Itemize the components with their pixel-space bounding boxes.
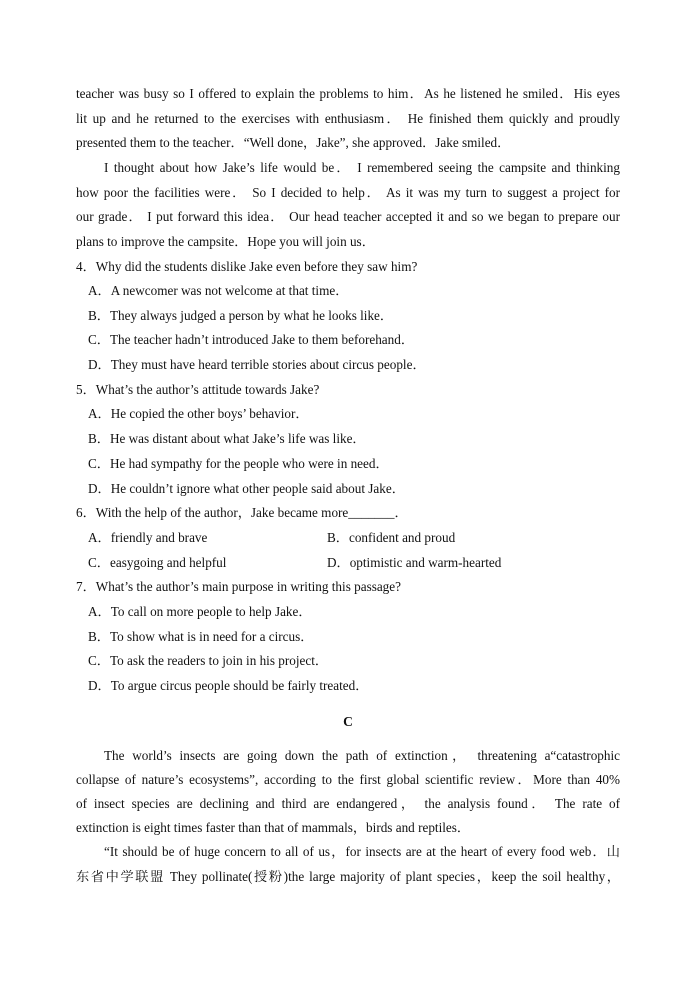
passage-line: teacher was busy so I offered to explain the problems to him．As he listened he smiled．His eyes	[76, 86, 620, 101]
passage-line: I thought about how Jake’s life would be． I remembered seeing the campsite and thinking	[104, 160, 620, 175]
answer-option: D．They must have heard terrible stories about circus people．	[88, 357, 426, 372]
answer-option: A．friendly and brave	[88, 530, 208, 545]
answer-option: B．He was distant about what Jake’s life was like．	[88, 431, 366, 446]
answer-option: D．To argue circus people should be fairly treated．	[88, 678, 369, 693]
passage-line: how poor the facilities were． So I decided to help． As it was my turn to suggest a project for	[76, 185, 620, 200]
answer-option: B．To show what is in need for a circus．	[88, 629, 314, 644]
passage-line: 东省中学联盟 They pollinate(授粉)the large majority of plant species，keep the soil healthy，	[76, 869, 620, 884]
answer-option: B．They always judged a person by what he looks like．	[88, 308, 394, 323]
question-stem: 5．What’s the author’s attitude towards Jake?	[76, 382, 320, 397]
passage-line: extinction is eight times faster than that of mammals，birds and reptiles．	[76, 820, 471, 835]
section-heading: C	[343, 714, 353, 729]
answer-option: A．A newcomer was not welcome at that time．	[88, 283, 349, 298]
answer-option: C．He had sympathy for the people who were in need．	[88, 456, 389, 471]
question-stem: 6．With the help of the author，Jake became more_______．	[76, 505, 408, 520]
answer-option: C．To ask the readers to join in his project．	[88, 653, 329, 668]
question-stem: 4．Why did the students dislike Jake even before they saw him?	[76, 259, 418, 274]
passage-line: plans to improve the campsite．Hope you will join us．	[76, 234, 375, 249]
passage-line: lit up and he returned to the exercises with enthusiasm． He finished them quickly and proudly	[76, 111, 620, 126]
question-stem: 7．What’s the author’s main purpose in writing this passage?	[76, 579, 401, 594]
answer-option: B．confident and proud	[327, 530, 456, 545]
passage-line: presented them to the teacher．“Well done，Jake”, she approved．Jake smiled．	[76, 135, 511, 150]
passage-line: collapse of nature’s ecosystems”, according to the first global scientific review．More than 40%	[76, 772, 620, 787]
answer-option: A．To call on more people to help Jake．	[88, 604, 312, 619]
passage-line: of insect species are declining and third are endangered， the analysis found． The rate of	[76, 796, 620, 811]
answer-option: D．He couldn’t ignore what other people said about Jake．	[88, 481, 405, 496]
answer-option: C．The teacher hadn’t introduced Jake to them beforehand．	[88, 332, 415, 347]
passage-line: The world’s insects are going down the path of extinction， threatening a“catastrophic	[104, 748, 620, 763]
passage-line: “It should be of huge concern to all of us，for insects are at the heart of every food web．山	[104, 844, 620, 859]
passage-line: our grade． I put forward this idea． Our head teacher accepted it and so we began to prepare our	[76, 209, 620, 224]
answer-option: A．He copied the other boys’ behavior．	[88, 406, 309, 421]
answer-option: C．easygoing and helpful	[88, 555, 227, 570]
answer-option: D．optimistic and warm-hearted	[327, 555, 502, 570]
